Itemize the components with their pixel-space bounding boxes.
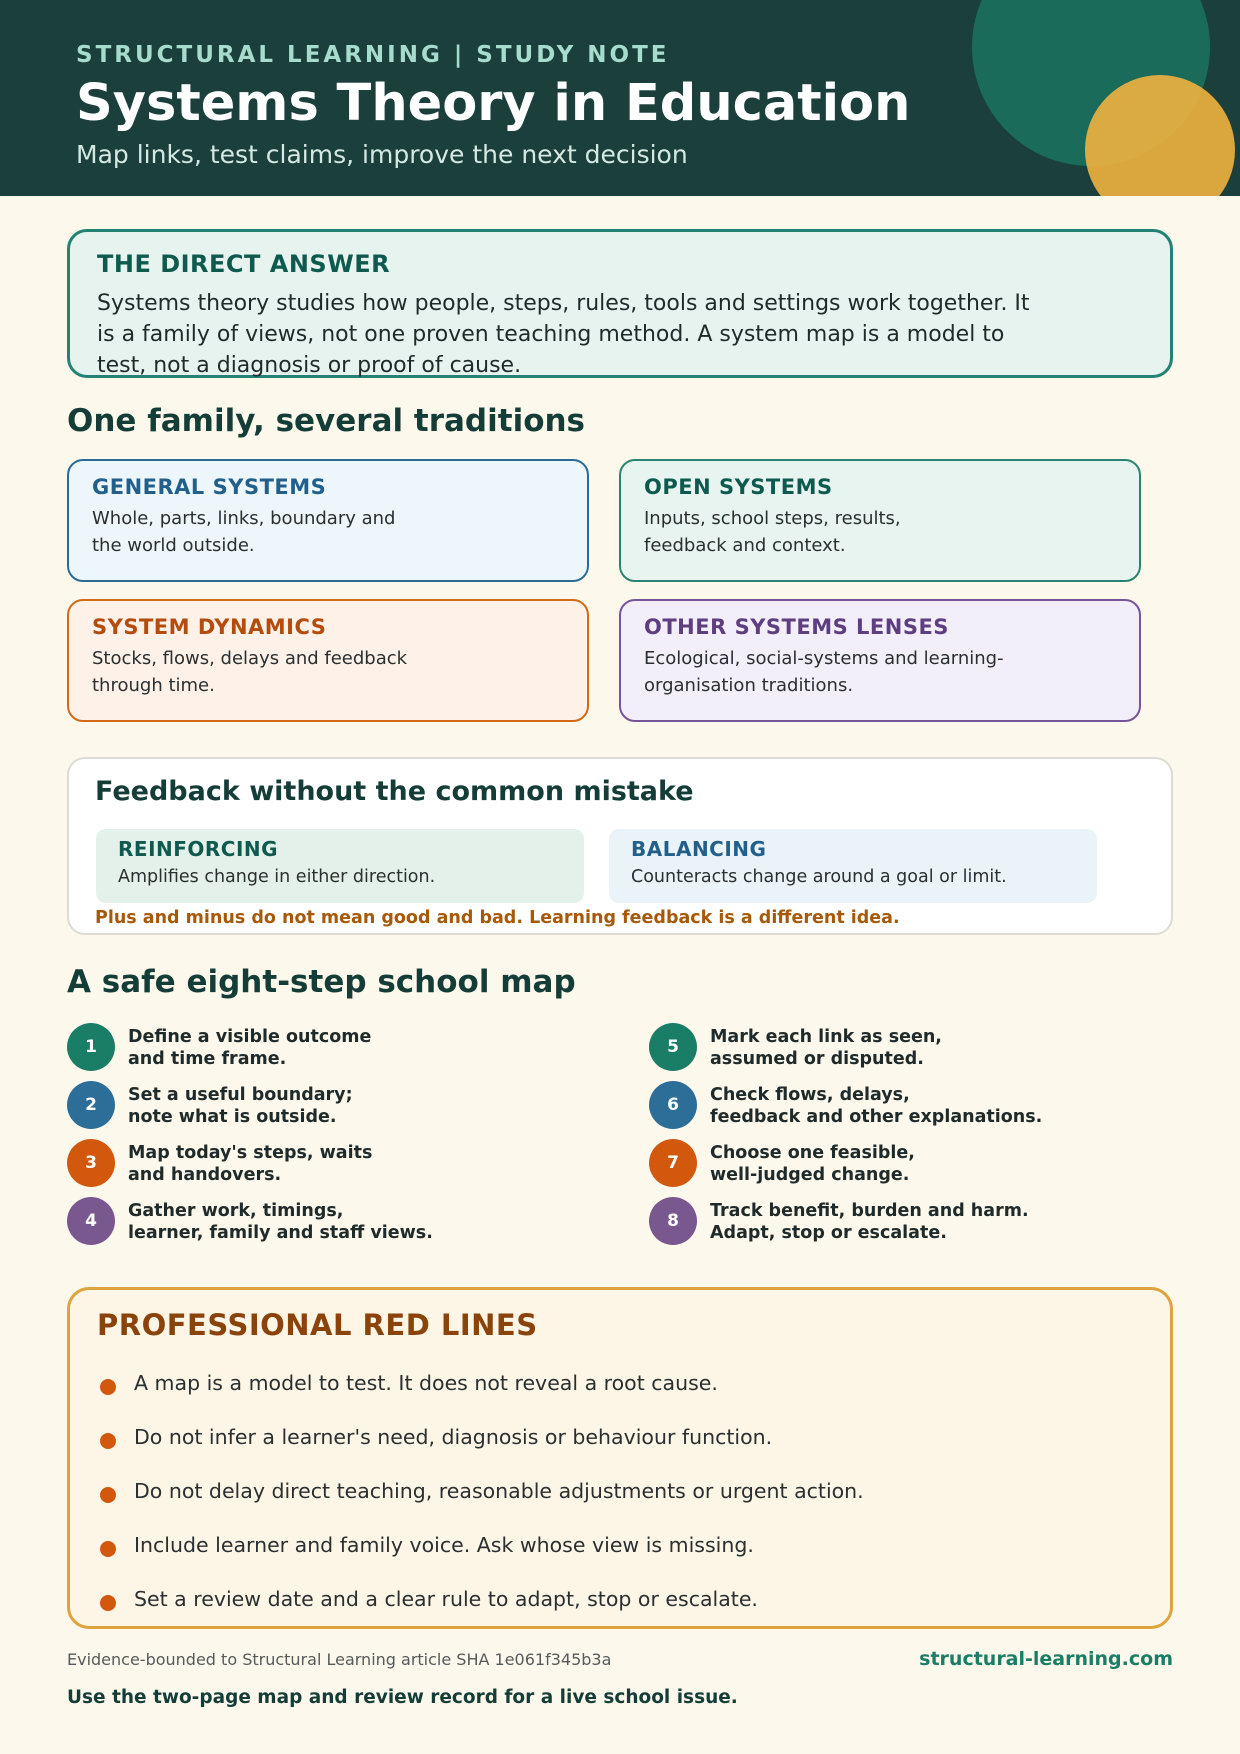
balancing-box bbox=[609, 829, 1097, 903]
call-to-action: Use the two-page map and review record for a live school issue. bbox=[67, 1687, 738, 1708]
step-text: Choose one feasible, well-judged change. bbox=[710, 1143, 915, 1185]
red-lines-panel: PROFESSIONAL RED LINES A map is a model to test. It does not reveal a root cause. Do not infer a learner's need, diagnosis or behaviour function. Do not delay direct teaching, reasonable adjustments or urgent action. Include learner and family voice. Ask whose view is missing. Set a review date and a clear rule to adapt, stop or escalate. bbox=[67, 1287, 1173, 1629]
header-kicker: STRUCTURAL LEARNING | STUDY NOTE bbox=[76, 42, 670, 68]
bullet-dot-icon bbox=[100, 1433, 116, 1449]
tradition-card-system-dynamics bbox=[67, 599, 589, 722]
feedback-warning: Plus and minus do not mean good and bad. Learning feedback is a different idea. bbox=[95, 908, 900, 928]
step-number-badge: 2 bbox=[67, 1081, 115, 1129]
steps-heading: A safe eight-step school map bbox=[67, 964, 576, 1000]
red-lines-heading: PROFESSIONAL RED LINES bbox=[97, 1308, 538, 1342]
reinforcing-box bbox=[96, 829, 584, 903]
direct-answer-label: THE DIRECT ANSWER bbox=[97, 250, 391, 278]
tradition-card-other-lenses bbox=[619, 599, 1141, 722]
site-link[interactable]: structural-learning.com bbox=[919, 1648, 1173, 1670]
tradition-title: OPEN SYSTEMS bbox=[644, 475, 833, 499]
feedback-heading: Feedback without the common mistake bbox=[95, 776, 694, 807]
balancing-label: BALANCING bbox=[631, 837, 767, 861]
tradition-desc: Ecological, social-systems and learning-organisation traditions. bbox=[644, 648, 1004, 696]
step-text: Gather work, timings, learner, family and staff views. bbox=[128, 1201, 433, 1243]
reinforcing-label: REINFORCING bbox=[118, 837, 279, 861]
page-subtitle: Map links, test claims, improve the next decision bbox=[76, 140, 688, 169]
step-text: Track benefit, burden and harm. Adapt, stop or escalate. bbox=[710, 1201, 1029, 1243]
feedback-panel bbox=[67, 757, 1173, 935]
step-number-badge: 6 bbox=[649, 1081, 697, 1129]
tradition-desc: Inputs, school steps, results, feedback and context. bbox=[644, 508, 901, 556]
step-number-badge: 1 bbox=[67, 1023, 115, 1071]
step-text: Map today's steps, waits and handovers. bbox=[128, 1143, 373, 1185]
step-text: Mark each link as seen, assumed or disputed. bbox=[710, 1027, 942, 1069]
tradition-title: OTHER SYSTEMS LENSES bbox=[644, 615, 949, 639]
bullet-dot-icon bbox=[100, 1379, 116, 1395]
balancing-desc: Counteracts change around a goal or limit. bbox=[631, 867, 1007, 887]
tradition-desc: Stocks, flows, delays and feedback through time. bbox=[92, 648, 408, 696]
tradition-title: SYSTEM DYNAMICS bbox=[92, 615, 327, 639]
step-number-badge: 5 bbox=[649, 1023, 697, 1071]
header-banner bbox=[0, 0, 1240, 196]
source-note: Evidence-bounded to Structural Learning article SHA 1e061f345b3a bbox=[67, 1650, 612, 1669]
direct-answer-body: Systems theory studies how people, steps, rules, tools and settings work together. It is a family of views, not one proven teaching method. A system map is a model to test, not a diagnosis or proof of cause. bbox=[97, 291, 1030, 378]
tradition-title: GENERAL SYSTEMS bbox=[92, 475, 327, 499]
step-text: Define a visible outcome and time frame. bbox=[128, 1027, 372, 1069]
page-title: Systems Theory in Education bbox=[76, 74, 911, 133]
bullet-dot-icon bbox=[100, 1595, 116, 1611]
step-number-badge: 7 bbox=[649, 1139, 697, 1187]
bullet-dot-icon bbox=[100, 1541, 116, 1557]
step-number-badge: 8 bbox=[649, 1197, 697, 1245]
step-text: Set a useful boundary; note what is outside. bbox=[128, 1085, 353, 1127]
direct-answer-box bbox=[67, 229, 1173, 378]
traditions-heading: One family, several traditions bbox=[67, 403, 586, 439]
step-number-badge: 3 bbox=[67, 1139, 115, 1187]
bullet-dot-icon bbox=[100, 1487, 116, 1503]
tradition-card-open-systems bbox=[619, 459, 1141, 582]
step-text: Check flows, delays, feedback and other explanations. bbox=[710, 1085, 1043, 1127]
tradition-card-general-systems bbox=[67, 459, 589, 582]
reinforcing-desc: Amplifies change in either direction. bbox=[118, 867, 436, 887]
tradition-desc: Whole, parts, links, boundary and the world outside. bbox=[92, 508, 396, 556]
step-number-badge: 4 bbox=[67, 1197, 115, 1245]
